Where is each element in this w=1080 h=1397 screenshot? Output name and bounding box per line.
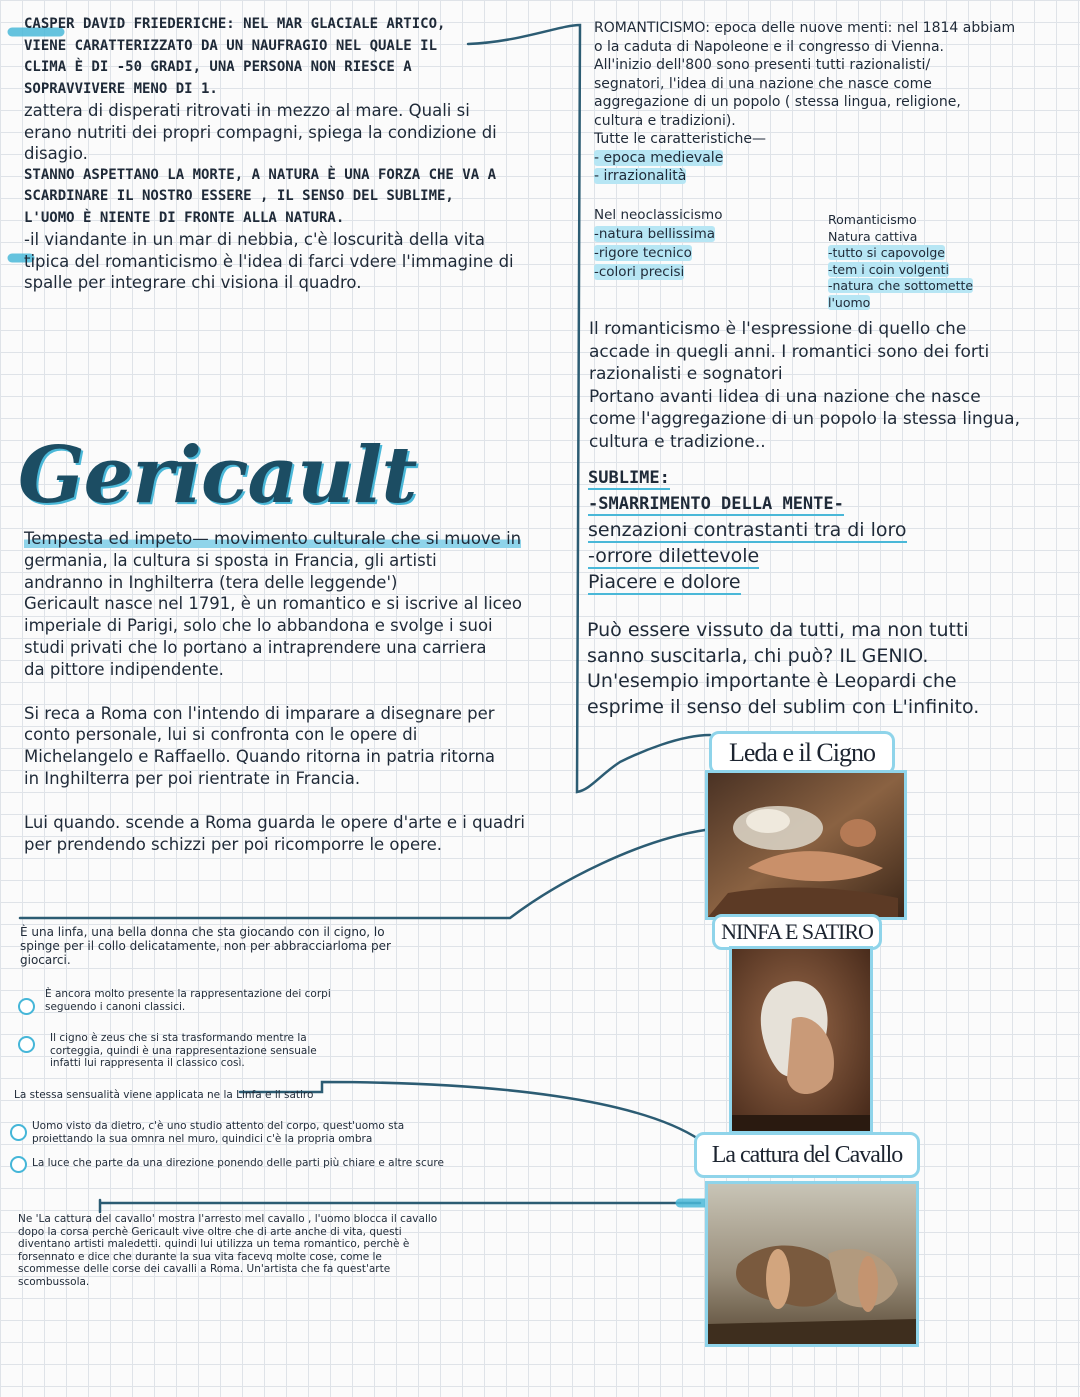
romexpr-line: cultura e tradizione.. — [589, 431, 766, 452]
romanticismo-list — [828, 212, 973, 311]
sublime-heading: SUBLIME: — [588, 468, 670, 488]
gericault-line: Gericault nasce nel 1791, è un romantico e si iscrive al liceo — [24, 594, 523, 614]
roman-line: segnatori, l'idea di una nazione che nasce come — [594, 75, 932, 92]
cavallo-desc-line: Ne 'La cattura del cavallo' mostra l'arresto mel cavallo , l'uomo blocca il cavallo — [18, 1213, 438, 1225]
romexpr-line: razionalisti e sognatori — [589, 364, 783, 384]
leda-label: Leda e il Cigno — [709, 731, 895, 775]
gericault-line: da pittore indipendente. — [24, 659, 224, 679]
genio-line: Può essere vissuto da tutti, ma non tutti — [587, 619, 969, 641]
romcol-line: -tem i coin volgenti — [828, 261, 950, 277]
casper-line: -il viandante in un mar di nebbia, c'è loscurità della vita — [24, 230, 485, 249]
bullet-line: seguendo i canoni classici. — [45, 1000, 186, 1013]
sublime-notes — [588, 465, 907, 595]
cattura-label: La cattura del Cavallo — [694, 1132, 920, 1178]
cavallo-description — [18, 1213, 478, 1288]
romcol-line: Romanticismo — [828, 212, 917, 227]
roman-line: - epoca medievale — [594, 149, 724, 166]
bullet-text — [45, 988, 365, 1013]
bullet-line: Uomo visto da dietro, c'è uno studio attento del corpo, quest'uomo sta — [32, 1120, 405, 1132]
neo-line: -rigore tecnico — [594, 245, 692, 261]
cavallo-desc-line: forsennato e dice che durante la sua vita facevq molte cose, come le — [18, 1250, 382, 1263]
genio-line: Un'esempio importante è Leopardi che — [587, 670, 957, 692]
gericault-line: Si reca a Roma con l'intendo di imparare a disegnare per — [24, 703, 495, 723]
gericault-line: Michelangelo e Raffaello. Quando ritorna in patria ritorna — [24, 747, 496, 767]
casper-line: disagio. — [24, 144, 88, 163]
bullet-text — [50, 1032, 340, 1070]
gericault-line: germania, la cultura si sposta in Francia, gli artisti — [24, 550, 437, 570]
casper-line: tipica del romanticismo è l'idea di farci vdere l'immagine di — [24, 251, 514, 271]
gericault-line: Lui quando. scende a Roma guarda le opere d'arte e i quadri — [24, 812, 525, 832]
bullet-line: È ancora molto presente la rappresentazione dei corpi — [45, 988, 331, 1000]
neo-line: -colori precisi — [594, 264, 685, 280]
ninfa-label: NINFA E SATIRO — [712, 914, 882, 950]
cattura-painting — [705, 1181, 919, 1347]
gericault-line: Tempesta ed impeto— movimento culturale che si muove in — [24, 529, 522, 548]
bullet-line: infatti lui rappresenta il classico così. — [50, 1057, 245, 1069]
sublime-line: -SMARRIMENTO DELLA MENTE- — [588, 494, 844, 514]
casper-line: VIENE CARATTERIZZATO DA UN NAUFRAGIO NEL QUALE IL — [24, 37, 438, 54]
gericault-line: per prendendo schizzi per poi ricomporre le opere. — [24, 834, 442, 854]
romexpr-line: come l'aggregazione di un popolo la stessa lingua, — [589, 409, 1020, 429]
bullet-circle-icon — [10, 1124, 27, 1141]
roman-line: aggregazione di un popolo ( stessa lingua, religione, — [594, 94, 961, 110]
bullet-circle-icon — [18, 998, 35, 1015]
romanticismo-notes — [594, 19, 1064, 186]
cavallo-desc-line: diventano artisti maledetti. quindi lui utilizza un tema romantico, perchè è — [18, 1238, 410, 1250]
cavallo-desc-line: scommesse delle corse dei cavalli a Roma. Un'artista che fa quest'arte — [18, 1263, 391, 1275]
same-sensuality-note: La stessa sensualità viene applicata ne la Linfa e il satiro — [14, 1089, 314, 1101]
genio-line: sanno suscitarla, chi può? IL GENIO. — [587, 644, 929, 667]
roman-line: ROMANTICISMO: epoca delle nuove menti: nel 1814 abbiam — [594, 20, 1016, 36]
casper-line: zattera di disperati ritrovati in mezzo al mare. Quali si — [24, 101, 470, 120]
bullet-text: La luce che parte da una direzione ponendo delle parti più chiare e altre scure — [32, 1157, 444, 1169]
casper-line: CLIMA È DI -50 GRADI, UNA PERSONA NON RIESCE A — [24, 59, 412, 75]
casper-line: CASPER DAVID FRIEDERICHE: NEL MAR GLACIALE ARTICO, — [24, 16, 446, 32]
casper-line: SCARDINARE IL NOSTRO ESSERE , IL SENSO DEL SUBLIME, — [24, 188, 454, 204]
romexpr-line: accade in quegli anni. I romantici sono dei forti — [589, 341, 990, 362]
gericault-line: andranno in Inghilterra (tera delle leggende') — [24, 572, 398, 592]
genio-notes — [587, 618, 1067, 720]
romexpr-line: Il romanticismo è l'espressione di quello che — [589, 319, 967, 339]
romcol-line: -tutto si capovolge — [828, 245, 945, 260]
roman-line: All'inizio dell'800 sono presenti tutti razionalisti/ — [594, 57, 931, 73]
romexpr-line: Portano avanti lidea di una nazione che nasce — [589, 386, 981, 407]
romcol-line: Natura cattiva — [828, 228, 918, 244]
page-title: Gericault — [18, 430, 417, 521]
bullet-circle-icon — [10, 1156, 27, 1173]
neo-line: Nel neoclassicismo — [594, 207, 723, 223]
gericault-notes — [24, 528, 569, 877]
bullet-text — [32, 1120, 432, 1145]
romanticismo-expression — [589, 318, 1069, 453]
romcol-line: l'uomo — [828, 294, 871, 310]
bullet-line: Il cigno è zeus che si sta trasformando mentre la — [50, 1032, 307, 1044]
genio-line: esprime il senso del sublim con L'infinito. — [587, 695, 980, 718]
casper-line: STANNO ASPETTANO LA MORTE, A NATURA È UNA FORZA CHE VA A — [24, 166, 497, 183]
leda-desc-line: È una linfa, una bella donna che sta giocando con il cigno, lo — [20, 925, 385, 939]
roman-line: o la caduta di Napoleone e il congresso di Vienna. — [594, 38, 944, 55]
gericault-line: in Inghilterra per poi rientrate in Francia. — [24, 768, 361, 788]
ninfa-painting — [729, 946, 873, 1134]
leda-desc-line: spinge per il collo delicatamente, non per abbracciarloma per — [20, 939, 391, 953]
bullet-line: proiettando la sua omnra nel muro, quindici c'è la propria ombra — [32, 1132, 373, 1145]
leda-painting — [705, 770, 907, 920]
romcol-line: -natura che sottomette — [828, 278, 974, 293]
roman-line: cultura e tradizioni). — [594, 112, 736, 129]
sublime-line: senzazioni contrastanti tra di loro — [588, 519, 907, 541]
roman-line: - irrazionalità — [594, 168, 687, 184]
neoclassicismo-list — [594, 206, 722, 282]
casper-friedrich-notes — [24, 14, 564, 294]
bullet-line: corteggia, quindi è una rappresentazione sensuale — [50, 1044, 317, 1057]
bullet-circle-icon — [18, 1036, 35, 1053]
casper-line: spalle per integrare chi visiona il quadro. — [24, 273, 362, 292]
cavallo-desc-line: scombussola. — [18, 1275, 90, 1288]
neo-line: -natura bellissima — [594, 226, 716, 242]
casper-line: erano nutriti dei propri compagni, spiega la condizione di — [24, 122, 497, 142]
sublime-line: Piacere e dolore — [588, 571, 741, 593]
gericault-line: studi privati che lo portano a intraprendere una carriera — [24, 637, 487, 657]
roman-line: Tutte le caratteristiche— — [594, 131, 766, 147]
leda-desc-line: giocarci. — [20, 953, 71, 967]
sublime-line: -orrore dilettevole — [588, 545, 760, 567]
casper-line: L'UOMO È NIENTE DI FRONTE ALLA NATURA. — [24, 209, 345, 226]
gericault-line: conto personale, lui si confronta con le opere di — [24, 725, 418, 745]
cavallo-desc-line: dopo la corsa perchè Gericault vive oltre che di arte anche di vita, questi — [18, 1225, 402, 1238]
casper-line: SOPRAVVIVERE MENO DI 1. — [24, 80, 218, 97]
leda-description — [20, 925, 440, 967]
gericault-line: imperiale di Parigi, solo che lo abbandona e svolge i suoi — [24, 616, 493, 636]
